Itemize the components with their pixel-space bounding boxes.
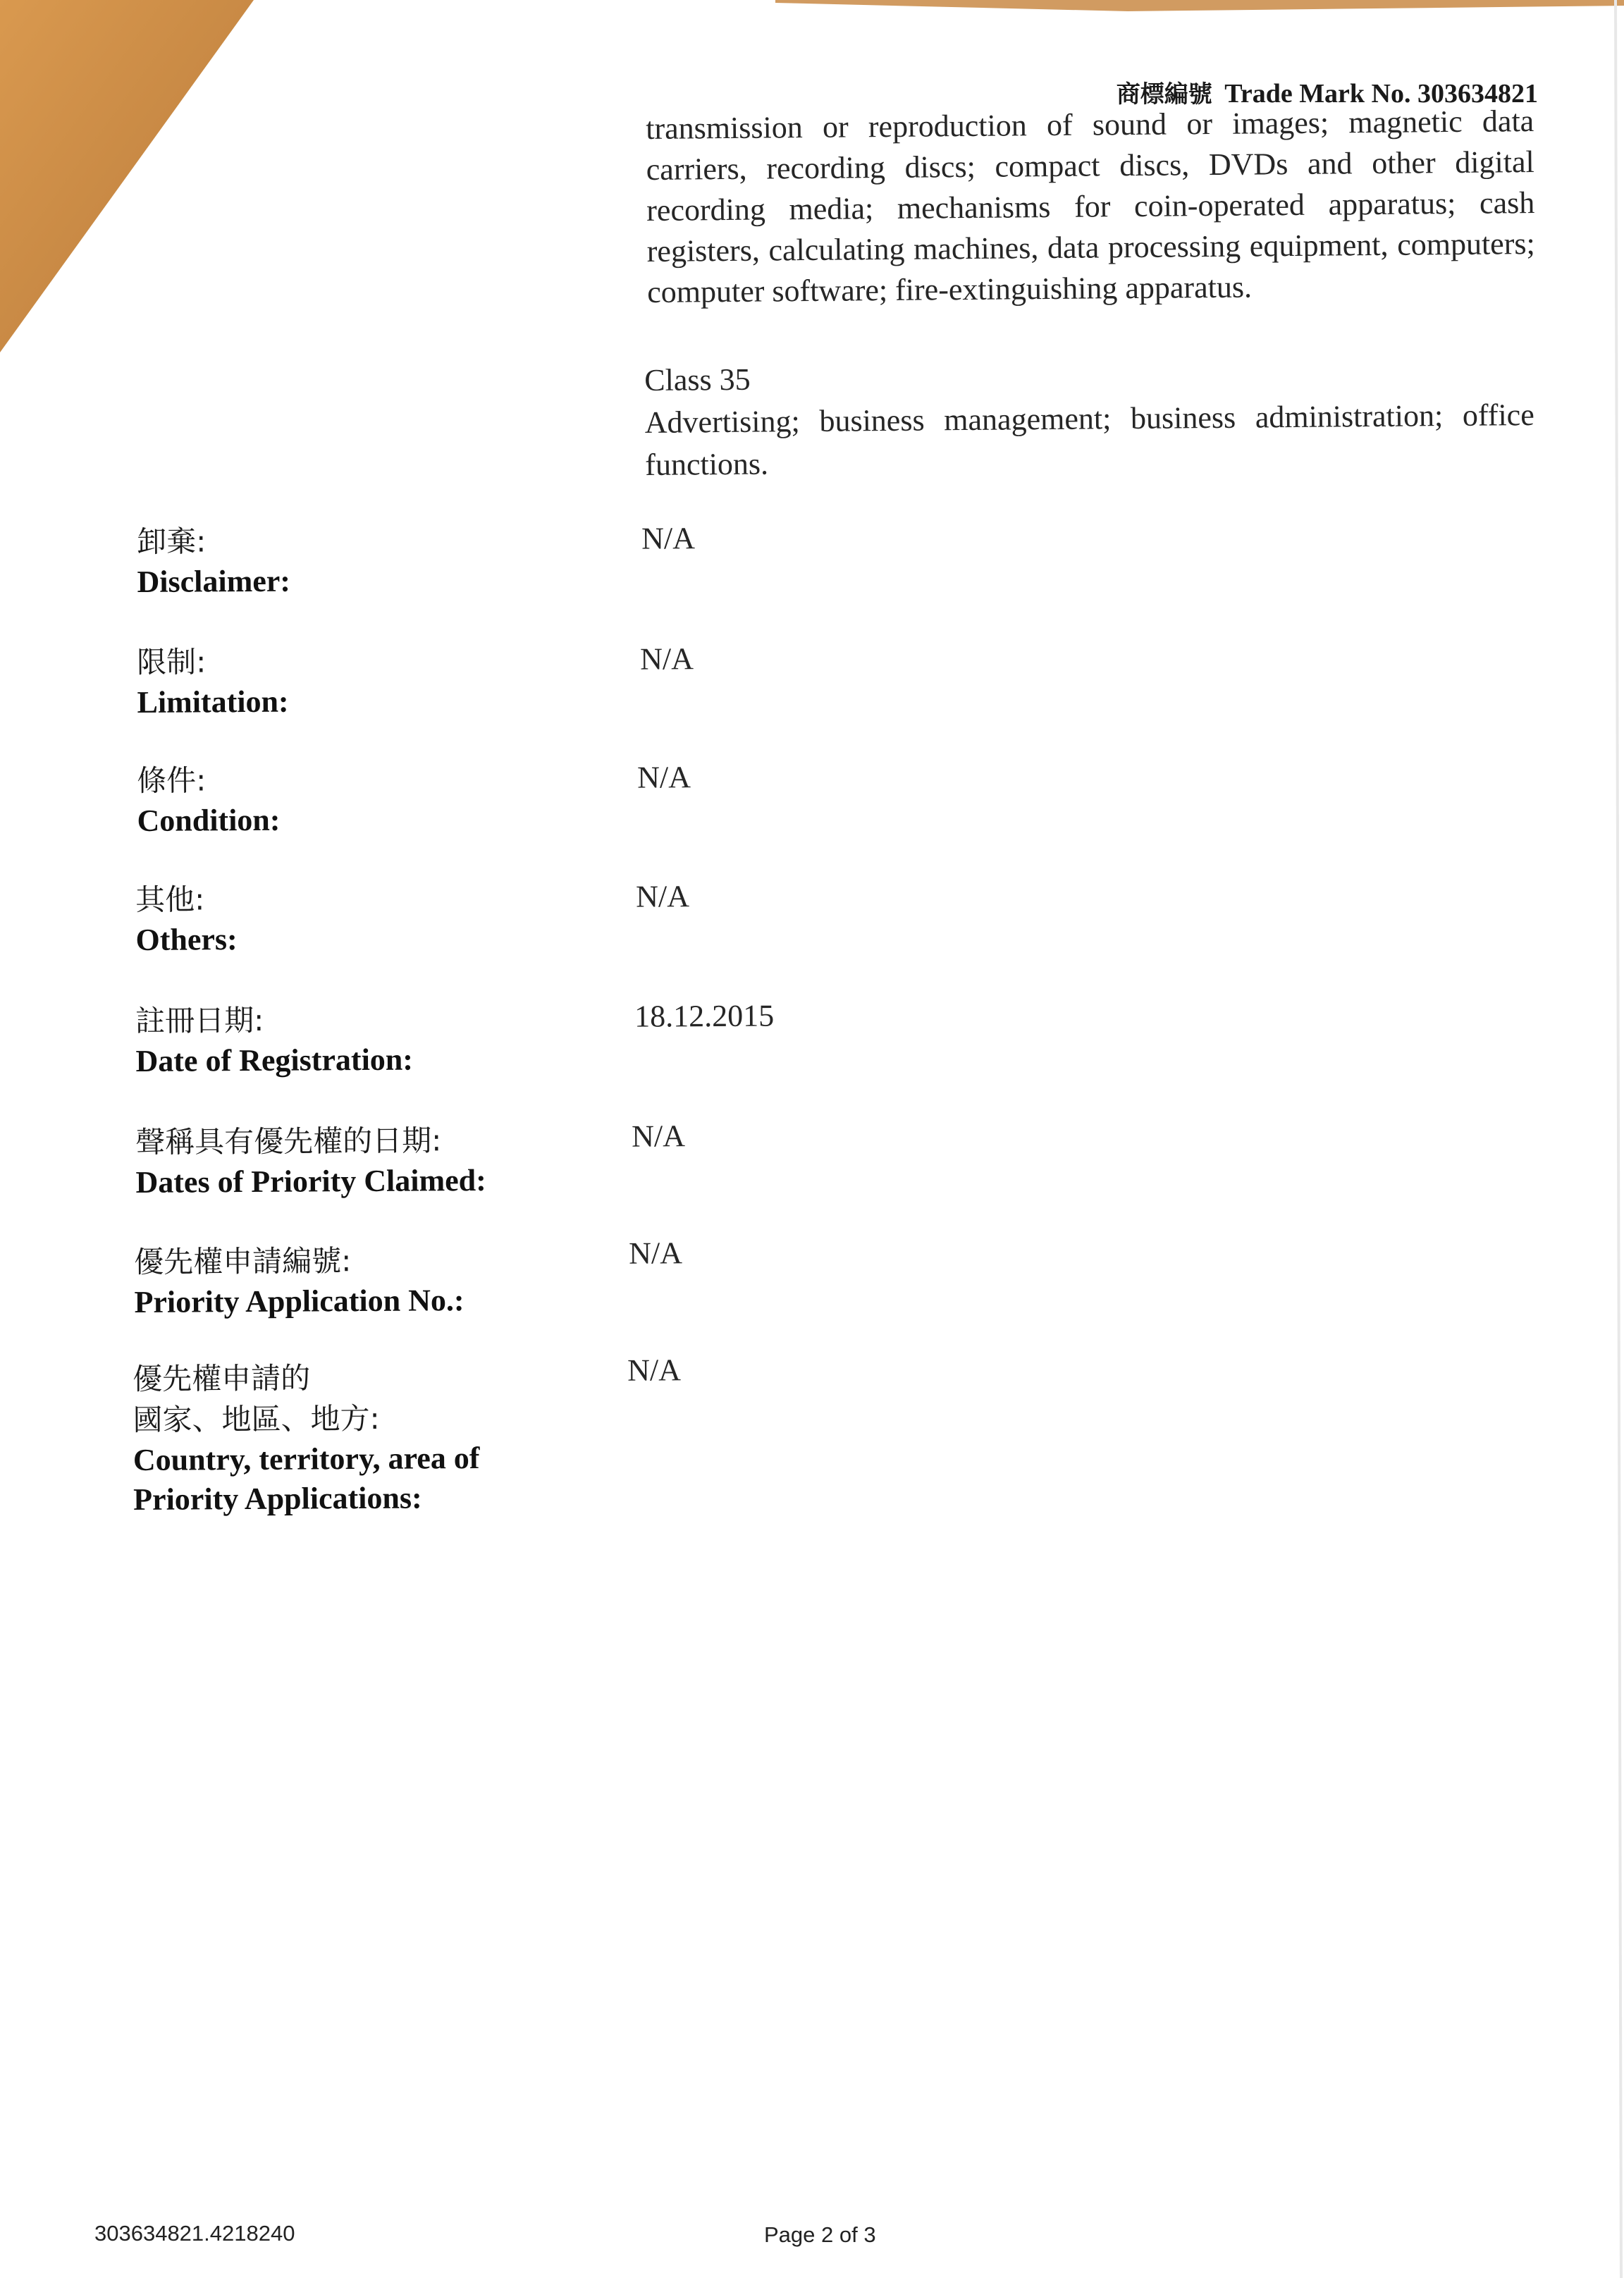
field-label-zh: 條件:	[137, 763, 207, 798]
field-label-zh-line1: 優先權申請的	[133, 1360, 311, 1396]
field-label	[135, 998, 644, 1081]
field-label-en: Date of Registration:	[135, 1042, 414, 1078]
field-label-en-line1: Country, territory, area of	[133, 1440, 480, 1477]
footer-page-number: Page 2 of 3	[764, 2222, 876, 2247]
field-value: N/A	[631, 1119, 686, 1154]
field-priority-application-no	[134, 1233, 1473, 1319]
field-others	[135, 871, 1475, 957]
field-value: 18.12.2015	[634, 998, 775, 1034]
field-label-en: Others:	[135, 922, 238, 957]
field-dates-of-priority-claimed	[135, 1114, 1475, 1200]
field-value: N/A	[641, 521, 696, 556]
field-label-en: Disclaimer:	[137, 563, 291, 599]
field-limitation	[137, 634, 1476, 720]
field-label	[137, 519, 645, 602]
field-label	[137, 639, 645, 722]
field-label-en: Condition:	[137, 802, 281, 838]
field-date-of-registration	[135, 992, 1475, 1078]
field-label	[134, 1239, 642, 1322]
field-label	[135, 877, 644, 960]
field-label-zh: 聲稱具有優先權的日期:	[135, 1123, 442, 1159]
field-label-en: Dates of Priority Claimed:	[135, 1162, 486, 1200]
goods-continuation-text: transmission or reproduction of sound or images; magnetic data carriers, recording discs; compact discs, DVDs and other digital recording media; mechanisms for coin-operated apparatus; cash registers, calculating machines, data processing equipment, computers; computer software; fire-extinguishing apparatus.	[646, 104, 1535, 309]
field-label	[135, 1119, 644, 1202]
field-label	[133, 1356, 641, 1520]
footer-reference: 303634821.4218240	[94, 2221, 295, 2246]
field-label-en: Limitation:	[137, 684, 289, 720]
class-35-description: Advertising; business management; business administration; office functions.	[644, 397, 1534, 482]
field-label-en-line2: Priority Applications:	[133, 1480, 422, 1517]
trade-mark-en-label: Trade Mark No.	[1224, 79, 1411, 109]
field-label-zh: 優先權申請編號:	[134, 1243, 352, 1279]
trade-mark-zh-label: 商標編號	[1116, 80, 1212, 109]
field-label	[137, 758, 645, 841]
field-disclaimer	[137, 513, 1476, 599]
field-value: N/A	[640, 641, 694, 677]
field-value: N/A	[637, 760, 691, 795]
class-35-block	[644, 352, 1535, 486]
field-label-zh-line2: 國家、地區、地方:	[133, 1400, 380, 1437]
field-value: N/A	[636, 879, 690, 914]
trade-mark-number: 303634821	[1417, 79, 1538, 109]
field-condition	[137, 752, 1476, 838]
field-label-zh: 註冊日期:	[135, 1002, 264, 1038]
field-label-zh: 其他:	[135, 882, 205, 917]
class-35-title: Class 35	[644, 362, 751, 398]
field-label-zh: 限制:	[137, 644, 207, 679]
field-priority-country	[133, 1350, 1472, 1517]
field-label-zh: 卸棄:	[137, 524, 207, 559]
field-value: N/A	[628, 1236, 683, 1271]
field-value: N/A	[627, 1353, 682, 1388]
field-label-en: Priority Application No.:	[134, 1283, 465, 1319]
